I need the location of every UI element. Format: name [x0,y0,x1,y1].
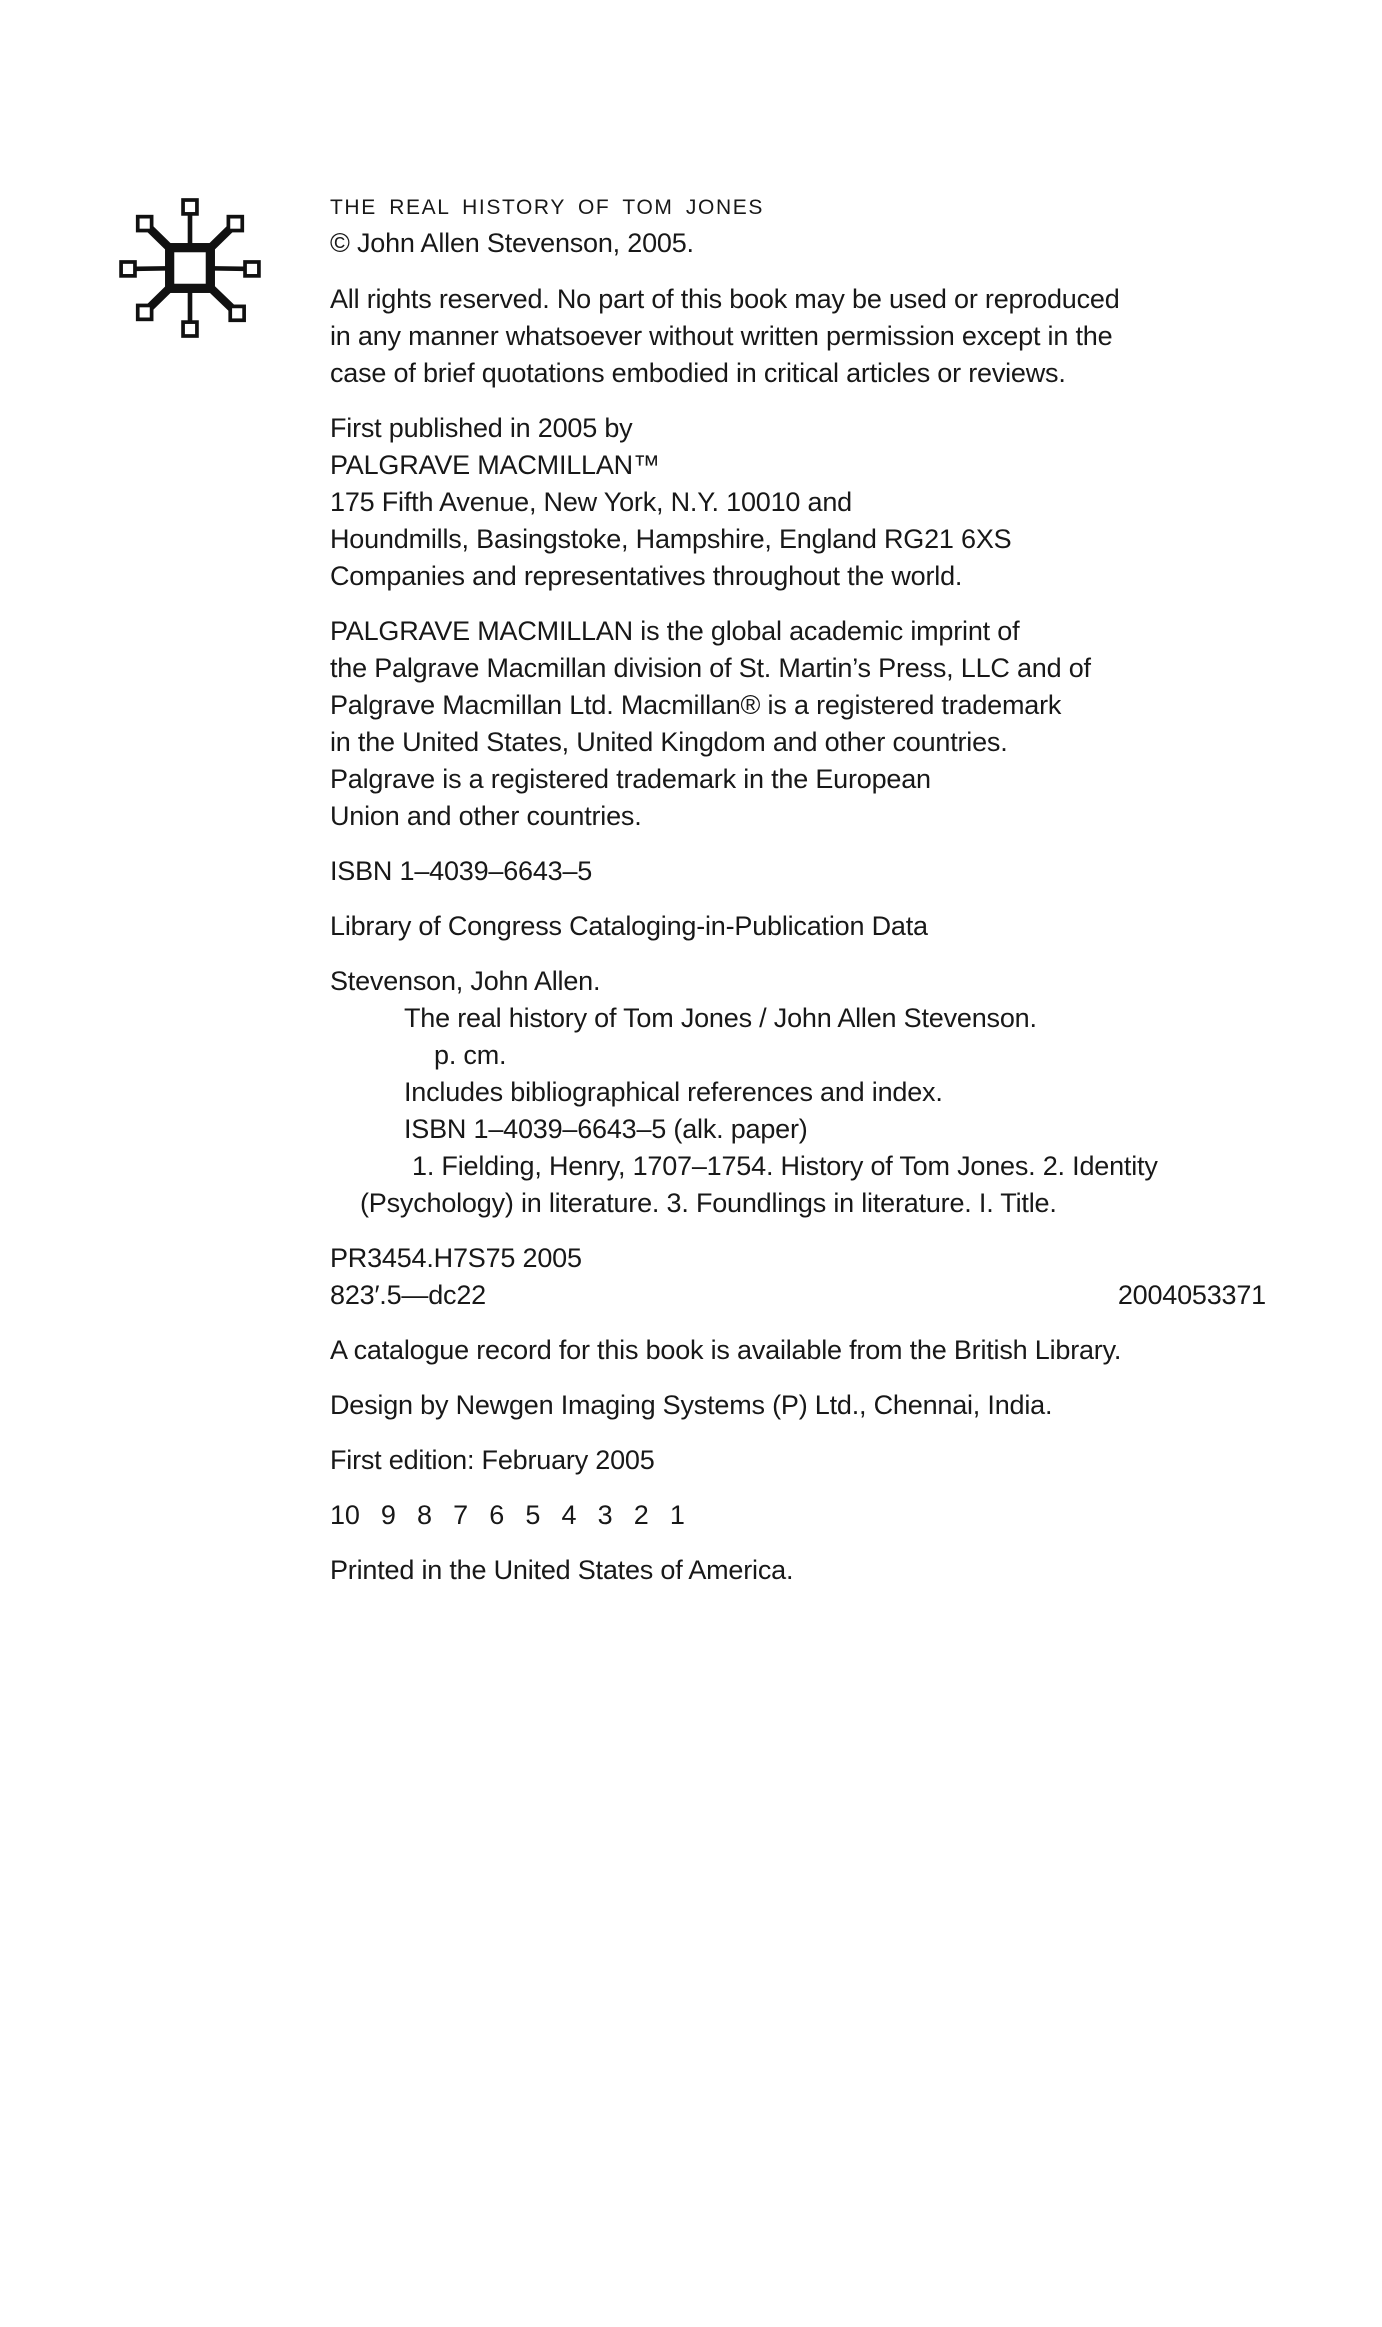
text-line: Companies and representatives throughout the world. [330,561,963,591]
printing-numbers-line [330,1497,1266,1534]
catalog-subject-line: 1. Fielding, Henry, 1707–1754. History of Tom Jones. 2. Identity [412,1151,1158,1181]
text-line: Printed in the United States of America. [330,1555,794,1585]
text-line: the Palgrave Macmillan division of St. Martin’s Press, LLC and of [330,653,1091,683]
imprint-text-column [330,192,1266,1589]
printed-in-line [330,1552,1266,1589]
isbn-line [330,853,1266,890]
text-line: 175 Fifth Avenue, New York, N.Y. 10010 and [330,487,852,517]
call-number-line: PR3454.H7S75 2005 [330,1243,582,1273]
text-line: Union and other countries. [330,801,642,831]
text-line: A catalogue record for this book is available from the British Library. [330,1335,1122,1365]
rights-paragraph [330,281,1266,392]
copyright-line: © John Allen Stevenson, 2005. [330,228,694,258]
text-line: PALGRAVE MACMILLAN is the global academic imprint of [330,616,1020,646]
text-line: ISBN 1–4039–6643–5 [330,856,593,886]
publisher-colophon-icon [116,194,264,342]
design-credit-line [330,1387,1266,1424]
text-line: First published in 2005 by [330,413,633,443]
classification-block [330,1240,1266,1314]
printing-numbers: 10 9 8 7 6 5 4 3 2 1 [330,1500,685,1530]
text-line: Palgrave Macmillan Ltd. Macmillan® is a registered trademark [330,690,1062,720]
lccn-number: 2004053371 [1117,1280,1266,1310]
publisher-name-line: PALGRAVE MACMILLAN™ [330,450,660,480]
catalog-isbn-line: ISBN 1–4039–6643–5 (alk. paper) [404,1114,808,1144]
catalog-author-line: Stevenson, John Allen. [330,966,601,996]
text-line: in the United States, United Kingdom and other countries. [330,727,1008,757]
cataloging-block [330,963,1266,1222]
british-library-line [330,1332,1266,1369]
catalog-includes-line: Includes bibliographical references and index. [404,1077,943,1107]
dewey-lccn-row [330,1277,1266,1314]
text-line: All rights reserved. No part of this book may be used or reproduced [330,284,1120,314]
catalog-pcm-line: p. cm. [434,1040,507,1070]
trademark-paragraph [330,613,1266,835]
book-series-title: THE REAL HISTORY OF TOM JONES [330,196,764,219]
text-line: in any manner whatsoever without written permission except in the [330,321,1113,351]
text-line: Library of Congress Cataloging-in-Publication Data [330,911,928,941]
publisher-address-paragraph [330,410,1266,595]
loc-heading [330,908,1266,945]
text-line: case of brief quotations embodied in critical articles or reviews. [330,358,1066,388]
dewey-number: 823′.5—dc22 [330,1280,486,1310]
edition-line [330,1442,1266,1479]
catalog-title-line: The real history of Tom Jones / John Allen Stevenson. [404,1003,1037,1033]
text-line: Palgrave is a registered trademark in the European [330,764,931,794]
text-line: First edition: February 2005 [330,1445,655,1475]
text-line: Design by Newgen Imaging Systems (P) Ltd., Chennai, India. [330,1390,1053,1420]
text-line: Houndmills, Basingstoke, Hampshire, England RG21 6XS [330,524,1012,554]
catalog-subject-runover-line: (Psychology) in literature. 3. Foundlings in literature. I. Title. [360,1188,1057,1218]
